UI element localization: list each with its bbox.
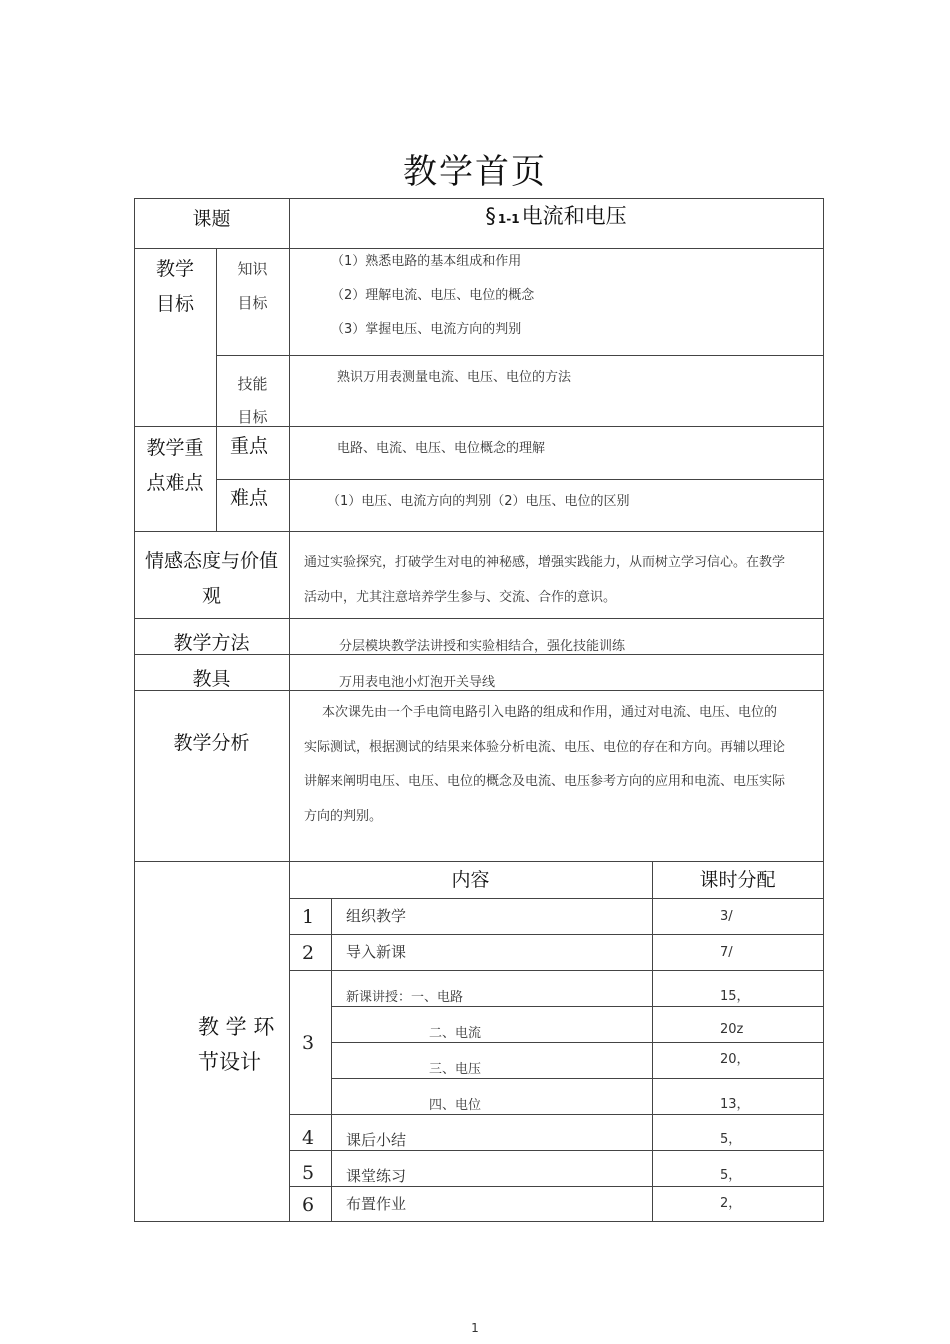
- page-number: 1: [471, 1321, 479, 1335]
- row-content: 二、电流: [429, 1026, 482, 1041]
- design-label: 教 学 环: [198, 1015, 275, 1039]
- row-number: 4: [302, 1127, 315, 1149]
- row-time: 20z: [720, 1022, 744, 1037]
- knowledge-item: （1）熟悉电路的基本组成和作用: [331, 254, 522, 269]
- table-rule: [134, 861, 824, 862]
- table-column-rule: [652, 861, 653, 1222]
- design-header-time: 课时分配: [699, 869, 776, 891]
- topic-value: [289, 204, 823, 229]
- table-rule: [331, 1042, 824, 1043]
- row-time: 7/: [720, 945, 733, 960]
- row-number: 6: [302, 1194, 315, 1216]
- analysis-label: 教学分析: [173, 732, 250, 754]
- skill-label: 目标: [237, 408, 268, 426]
- table-rule: [289, 1186, 824, 1187]
- values-label: 情感态度与价值: [144, 550, 278, 572]
- row-number: 2: [302, 942, 315, 964]
- section-symbol: §: [485, 204, 496, 228]
- knowledge-item: （3）掌握电压、电流方向的判别: [331, 322, 522, 337]
- table-rule: [216, 355, 824, 356]
- difficulty-text: （1）电压、电流方向的判别（2）电压、电位的区别: [327, 494, 630, 509]
- table-rule: [134, 248, 824, 249]
- row-content: 课堂练习: [346, 1167, 407, 1185]
- row-content: 布置作业: [346, 1195, 407, 1213]
- method-label: 教学方法: [173, 632, 250, 654]
- table-rule: [331, 1078, 824, 1079]
- skill-label: 技能: [237, 375, 268, 393]
- table-rule: [289, 970, 824, 971]
- skill-text: 熟识万用表测量电流、电压、电位的方法: [337, 370, 572, 385]
- knowledge-label: 目标: [237, 294, 268, 312]
- table-rule: [289, 1150, 824, 1151]
- document-title: 教学首页: [403, 152, 547, 192]
- table-rule: [289, 934, 824, 935]
- row-time: 3/: [720, 909, 733, 924]
- row-number: 1: [302, 906, 315, 928]
- values-label: 观: [201, 585, 221, 607]
- difficulty-label: 难点: [230, 487, 269, 509]
- table-rule: [216, 479, 824, 480]
- analysis-line: 实际测试，根据测试的结果来体验分析电流、电压、电位的存在和方向。再辅以理论: [304, 740, 786, 755]
- analysis-line: 讲解来阐明电压、电压、电位的概念及电流、电压参考方向的应用和电流、电压实际: [304, 774, 786, 789]
- table-rule: [134, 618, 824, 619]
- values-text: 活动中，尤其注意培养学生参与、交流、合作的意识。: [304, 590, 617, 605]
- values-text: 通过实验探究，打破学生对电的神秘感，增强实践能力，从而树立学习信心。在教学: [304, 555, 786, 570]
- row-content: 导入新课: [346, 943, 407, 961]
- row-time: 5，: [720, 1168, 742, 1183]
- table-border-left: [134, 198, 135, 1222]
- key-points-label: 教学重: [146, 437, 204, 459]
- row-content: 四、电位: [429, 1098, 482, 1113]
- design-label: 节设计: [198, 1050, 261, 1074]
- design-header-content: 内容: [451, 869, 490, 891]
- topic-title: 电流和电压: [521, 204, 627, 228]
- topic-label: 课题: [192, 208, 231, 230]
- knowledge-label: 知识: [237, 260, 268, 278]
- table-rule: [134, 426, 824, 427]
- table-column-rule: [331, 898, 332, 1222]
- tools-text: 万用表电池小灯泡开关导线: [339, 675, 496, 690]
- tools-label: 教具: [192, 668, 231, 690]
- row-content: 组织教学: [346, 907, 407, 925]
- row-time: 13，: [720, 1097, 750, 1112]
- knowledge-item: （2）理解电流、电压、电位的概念: [331, 288, 535, 303]
- method-text: 分层模块教学法讲授和实验相结合，强化技能训练: [339, 639, 626, 654]
- analysis-line: 本次课先由一个手电筒电路引入电路的组成和作用，通过对电流、电压、电位的: [322, 705, 778, 720]
- row-time: 15，: [720, 989, 750, 1004]
- section-number: 1-1: [497, 212, 520, 226]
- table-rule: [134, 531, 824, 532]
- objectives-label: 教学: [155, 258, 194, 280]
- table-border-right: [823, 198, 824, 1222]
- row-content: 三、电压: [429, 1062, 482, 1077]
- table-rule: [331, 1006, 824, 1007]
- table-rule: [289, 898, 824, 899]
- analysis-line: 方向的判别。: [304, 809, 383, 824]
- row-time: 2，: [720, 1196, 742, 1211]
- table-rule: [289, 1114, 824, 1115]
- table-border-top: [134, 198, 824, 199]
- row-content: 课后小结: [346, 1131, 407, 1149]
- row-time: 20，: [720, 1052, 750, 1067]
- emphasis-text: 电路、电流、电压、电位概念的理解: [337, 441, 546, 456]
- emphasis-label: 重点: [230, 435, 269, 457]
- row-content: 新课讲授：一、电路: [346, 990, 464, 1005]
- table-border-bottom: [134, 1221, 824, 1222]
- table-column-rule: [289, 198, 290, 1222]
- key-points-label: 点难点: [146, 472, 204, 494]
- objectives-label: 目标: [155, 293, 194, 315]
- row-number: 5: [302, 1162, 315, 1184]
- row-time: 5，: [720, 1132, 742, 1147]
- row-number: 3: [302, 1032, 315, 1054]
